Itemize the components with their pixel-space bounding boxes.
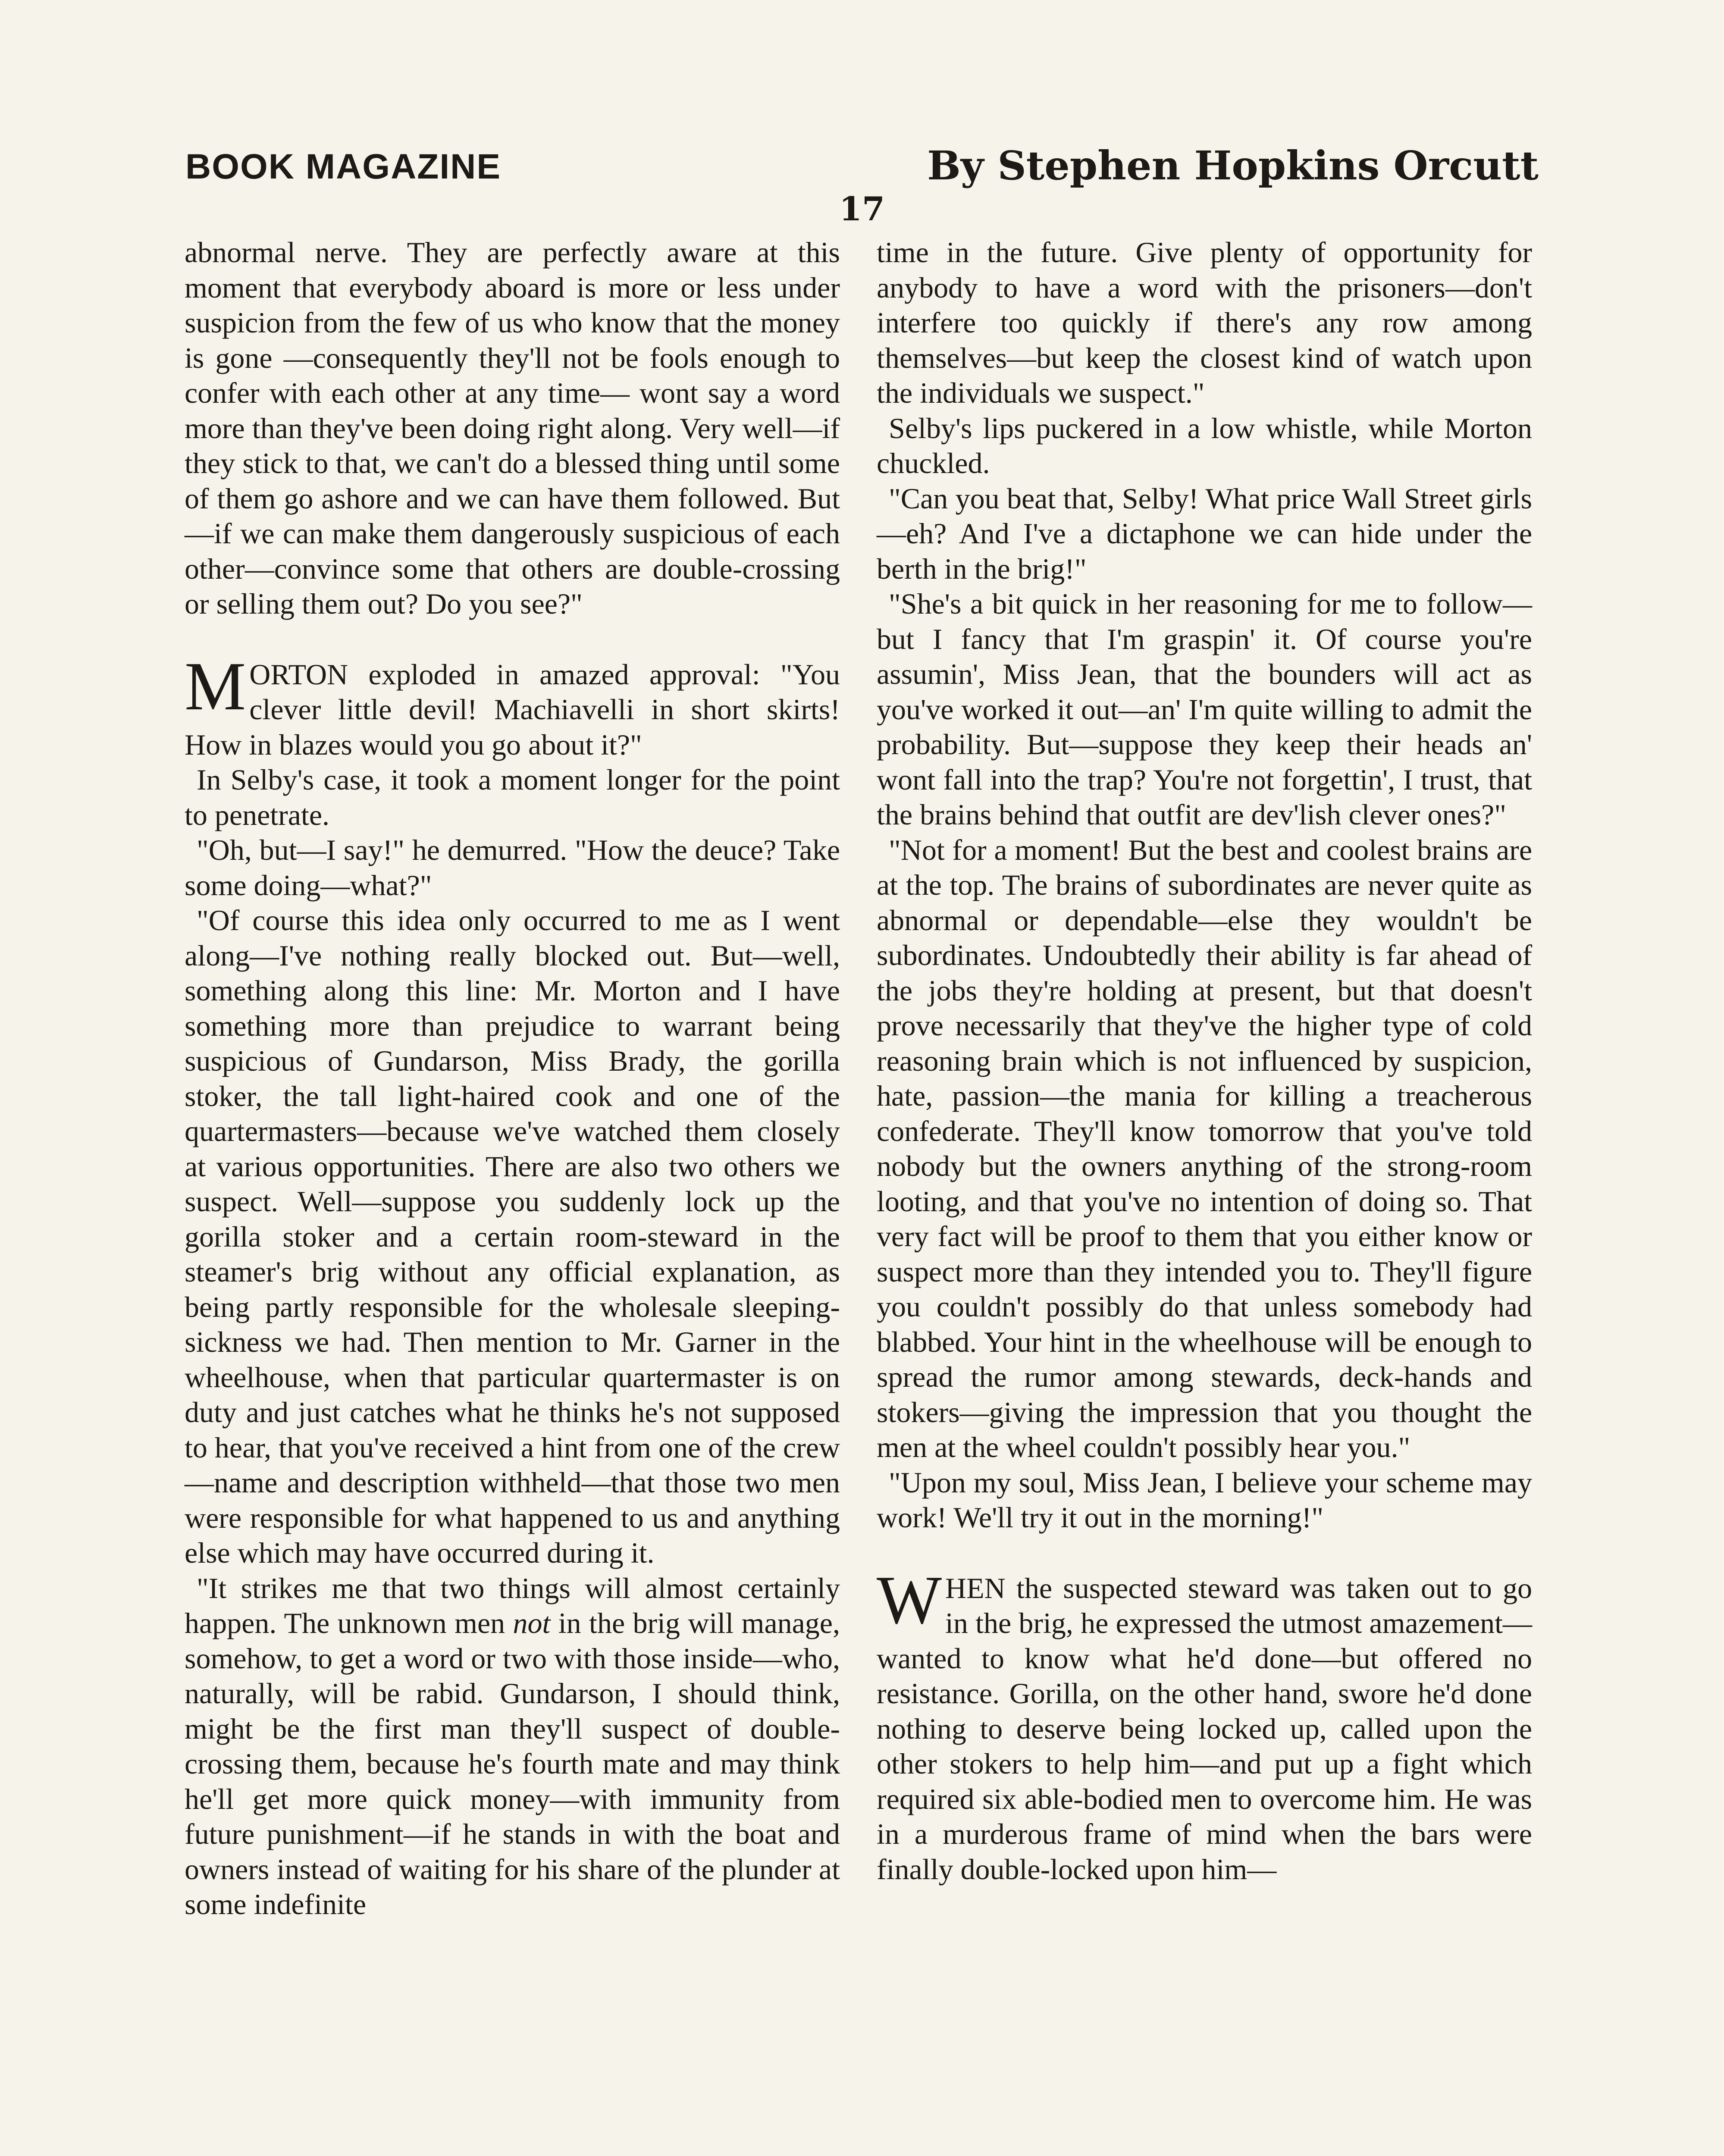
left-column xyxy=(185,235,840,1922)
paragraph: "Not for a moment! But the best and coolest brains are at the top. The brains of subordinates are never quite as abnormal or dependable—else they wouldn't be subordinates. Undoubtedly their ability is far ahead of the jobs they're holding at present, but that doesn't prove necessarily that they've the higher type of cold reasoning brain which is not influenced by suspicion, hate, passion—the mania for killing a treacherous confederate. They'll know tomorrow that you've told nobody but the owners anything of the strong-room looting, and that you've no intention of doing so. That very fact will be proof to them that you either know or suspect more than they intended you to. They'll figure you couldn't possibly do that unless somebody had blabbed. Your hint in the wheelhouse will be enough to spread the rumor among stewards, deck-hands and stokers—giving the impression that you thought the men at the wheel couldn't possibly hear you." xyxy=(877,833,1532,1463)
paragraph: "Of course this idea only occurred to me as I went along—I've nothing really blocked out. But—well, something along this line: Mr. Morton and I have something more than prejudice to warrant being suspicious of Gundarson, Miss Brady, the gorilla stoker, the tall light-haired cook and one of the quartermasters—because we've watched them closely at various opportunities. There are also two others we suspect. Well—suppose you suddenly lock up the gorilla stoker and a certain room-steward in the steamer's brig without any official explanation, as being partly responsible for the wholesale sleeping-sickness we had. Then mention to Mr. Garner in the wheelhouse, when that particular quartermaster is on duty and just catches what he thinks he's not supposed to hear, that you've received a hint from one of the crew —name and description withheld—that those two men were responsible for what happened to us and anything else which may have occurred during it. xyxy=(185,904,840,1569)
paragraph: Selby's lips puckered in a low whistle, while Morton chuckled. xyxy=(877,411,1532,479)
paragraph: "Upon my soul, Miss Jean, I believe your scheme may work! We'll try it out in the morning!" xyxy=(877,1466,1532,1534)
page-number: 17 xyxy=(839,190,885,228)
author-byline: By Stephen Hopkins Orcutt xyxy=(927,142,1539,189)
paragraph: "She's a bit quick in her reasoning for me to follow—but I fancy that I'm graspin' it. Of course you're assumin', Miss Jean, that the bounders will act as you've worked it out—an' I'm quite willing to admit the probability. But—suppose they keep their heads an' wont fall into the trap? You're not forgettin', I trust, that the brains behind that outfit are dev'lish clever ones?" xyxy=(877,587,1532,831)
paragraph-text: HEN the suspected steward was taken out to go in the brig, he expressed the utmost amazement—wanted to know what he'd done—but offered no resistance. Gorilla, on the other hand, swore he'd done nothing to deserve being locked up, called upon the other stokers to help him—and put up a fight which required six able-bodied men to overcome him. He was in a murderous frame of mind when the bars were finally double-locked upon him— xyxy=(877,1571,1532,1886)
paragraph: In Selby's case, it took a moment longer for the point to penetrate. xyxy=(185,763,840,831)
drop-cap: W xyxy=(877,1561,942,1638)
paragraph xyxy=(185,1571,840,1922)
section-start-paragraph xyxy=(185,647,840,763)
magazine-title: BOOK MAGAZINE xyxy=(185,147,502,186)
paragraph: abnormal nerve. They are perfectly aware at this moment that everybody aboard is more or less under suspicion from the few of us who know that the money is gone —consequently they'll not be fools enough to confer with each other at any time— wont say a word more than they've been doing right along. Very well—if they stick to that, we can't do a blessed thing until some of them go ashore and we can have them followed. But—if we can make them dangerously suspicious of each other—convince some that others are double-crossing or selling them out? Do you see?" xyxy=(185,236,840,620)
drop-cap: M xyxy=(185,647,246,724)
section-start-paragraph xyxy=(877,1561,1532,1887)
right-column xyxy=(877,235,1532,1887)
paragraph-text: ORTON exploded in amazed approval: "You clever little devil! Machiavelli in short skirts! How in blazes would you go about it?" xyxy=(185,658,840,761)
paragraph-text: in the brig will manage, somehow, to get a word or two with those inside—who, naturally, will be rabid. Gundarson, I should think, might be the first man they'll suspect of double-crossing them, because he's fourth mate and may think he'll get more quick money—with immunity from future punishment—if he stands in with the boat and owners instead of waiting for his share of the plunder at some indefinite xyxy=(185,1607,840,1921)
paragraph-text: "It strikes me that two things will almost certainly happen. The unknown men xyxy=(185,1571,840,1639)
paragraph: "Oh, but—I say!" he demurred. "How the deuce? Take some doing—what?" xyxy=(185,834,840,902)
emphasis-text: not xyxy=(513,1607,551,1639)
paragraph: "Can you beat that, Selby! What price Wall Street girls—eh? And I've a dictaphone we can hide under the berth in the brig!" xyxy=(877,482,1532,585)
paragraph: time in the future. Give plenty of opportunity for anybody to have a word with the prisoners—don't interfere too quickly if there's any row among themselves—but keep the closest kind of watch upon the individuals we suspect." xyxy=(877,236,1532,409)
